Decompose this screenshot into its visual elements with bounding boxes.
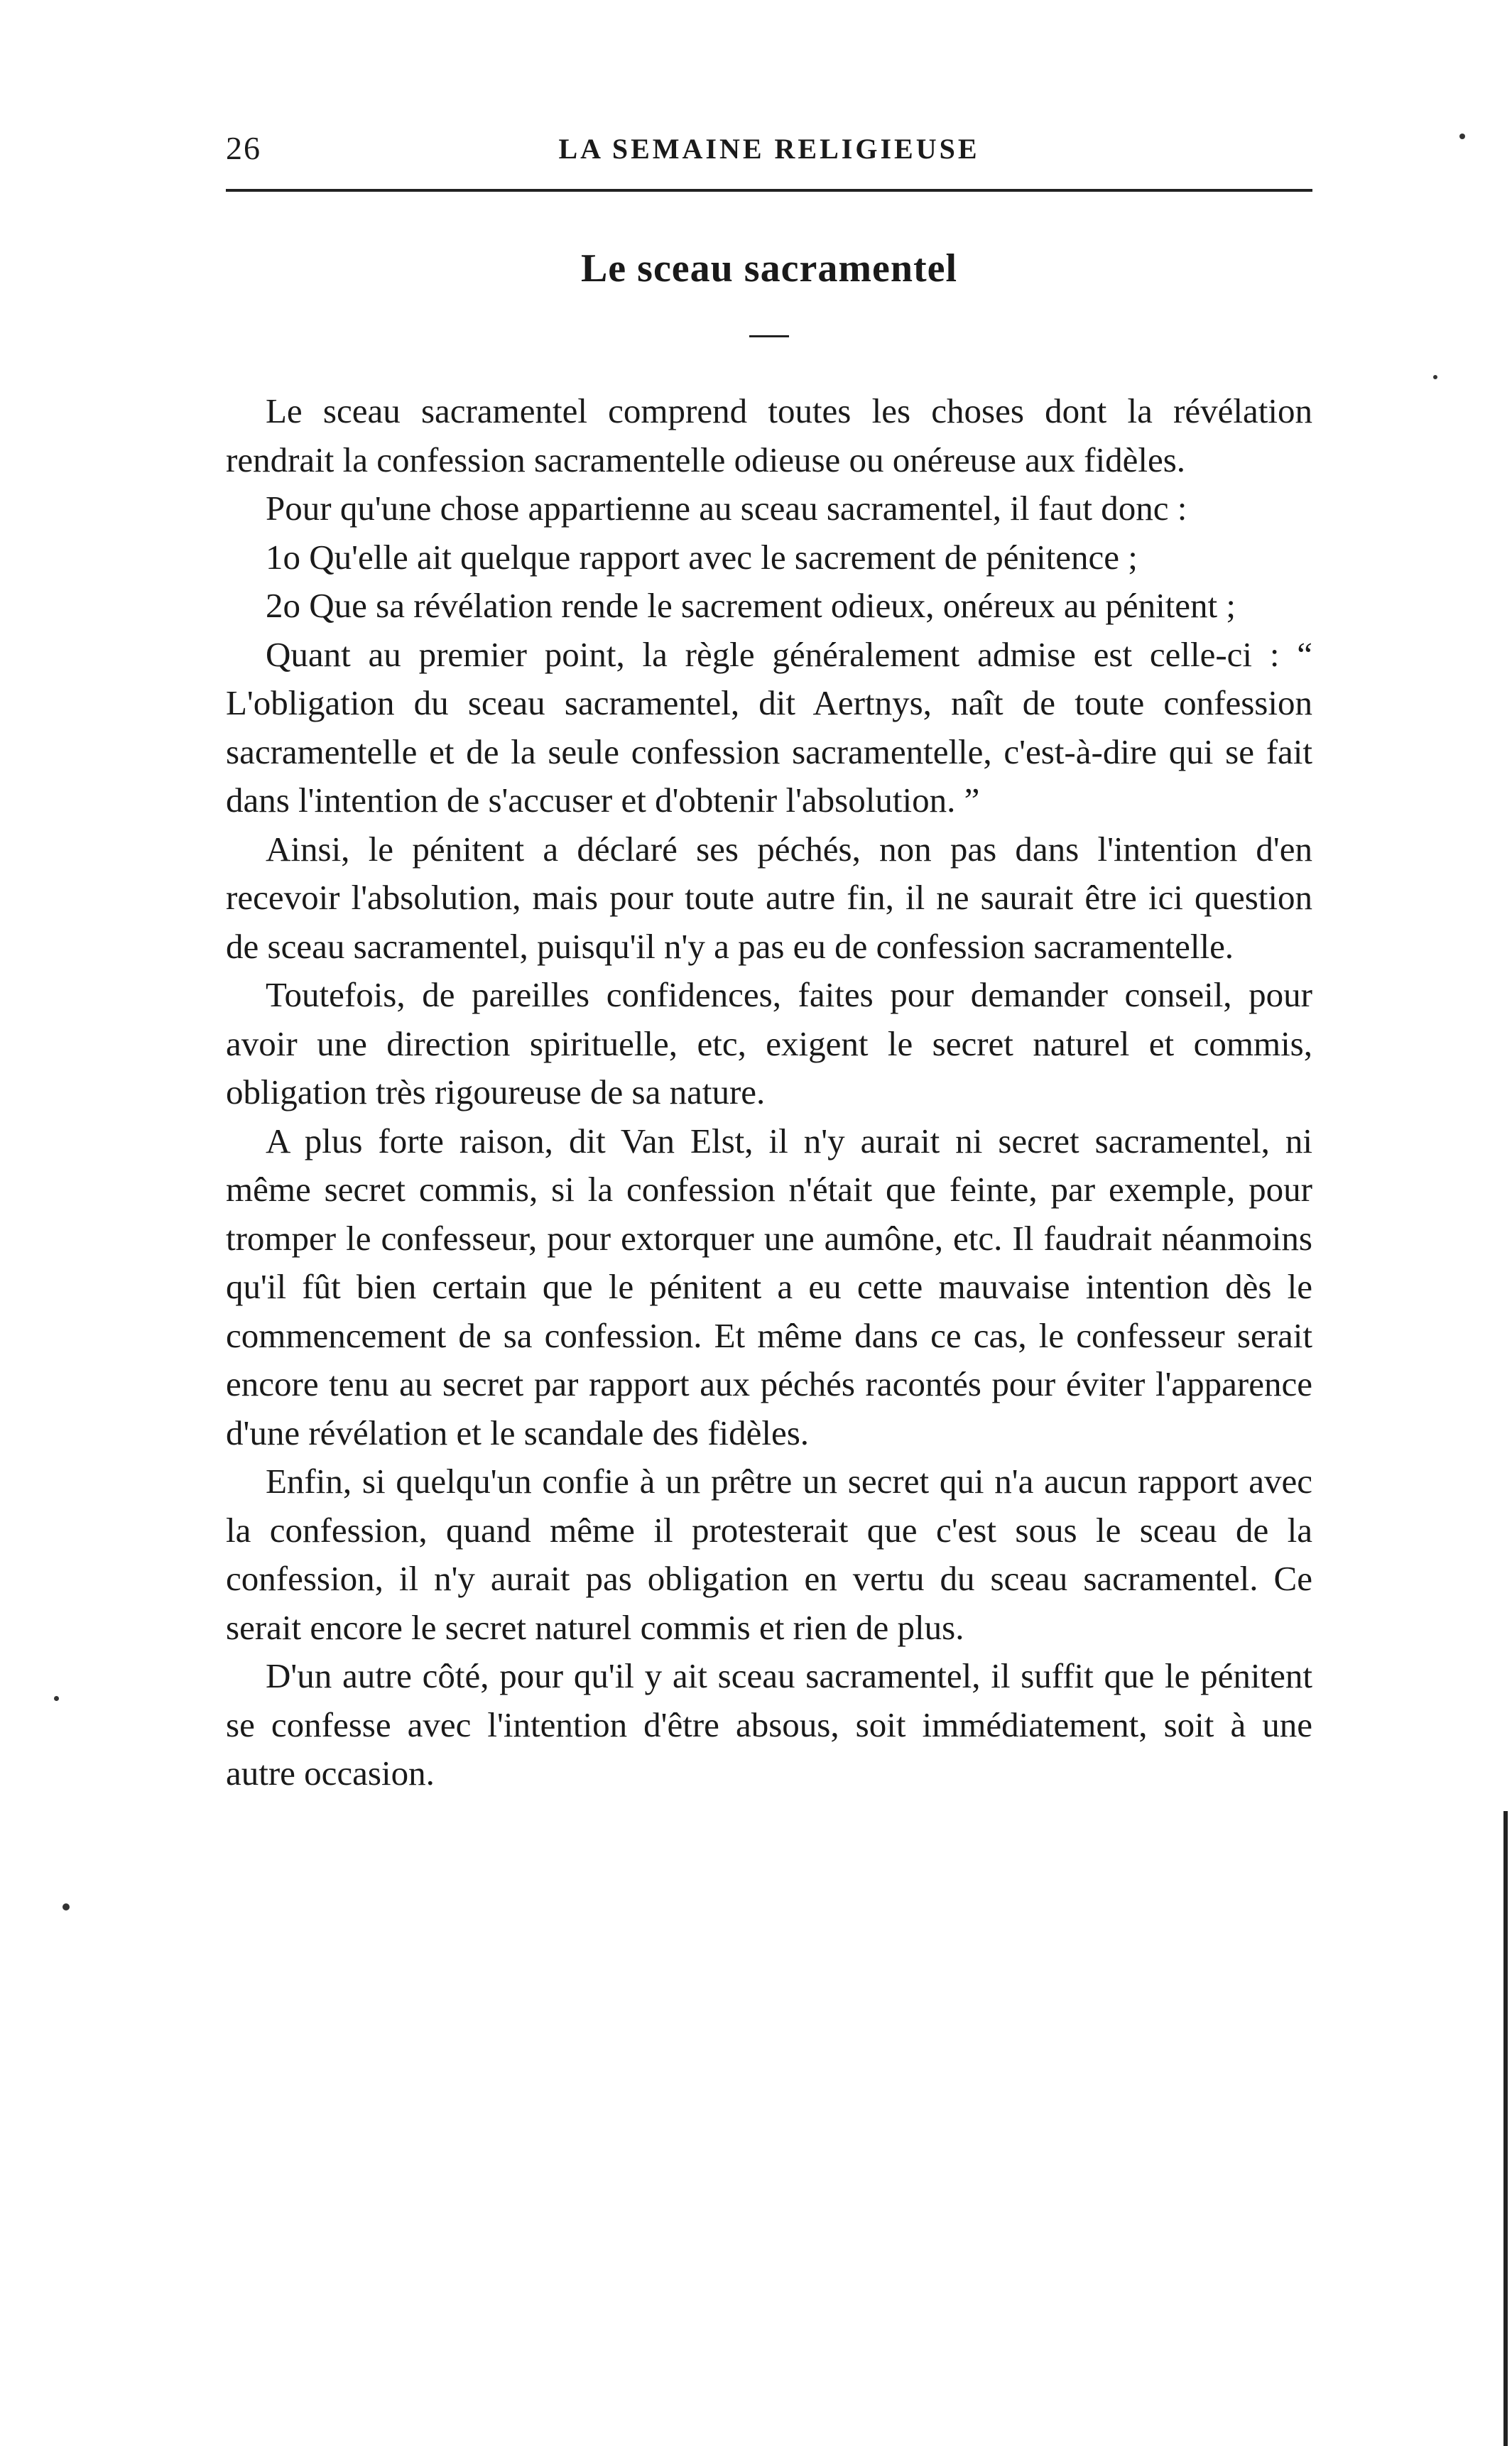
scan-edge-line xyxy=(1503,1811,1508,2446)
scan-speck xyxy=(1459,134,1465,139)
paragraph: Ainsi, le pénitent a déclaré ses péchés, non pas dans l'intention d'en recevoir l'absolution, mais pour toute autre fin, il ne saurait être ici question de sceau sacramentel, puisqu'il n'y a pas eu de confession sacramentelle. xyxy=(226,829,1312,966)
paragraph: Le sceau sacramentel comprend toutes les choses dont la révélation rendrait la confession sacramentelle odieuse ou onéreuse aux fidèles. xyxy=(226,391,1312,479)
paragraph: D'un autre côté, pour qu'il y ait sceau sacramentel, il suffit que le pénitent se confesse avec l'intention d'être absous, soit immédiatement, soit à une autre occasion. xyxy=(226,1656,1312,1793)
paragraph: A plus forte raison, dit Van Elst, il n'y aurait ni secret sacramentel, ni même secret commis, si la confession n'était que feinte, par exemple, pour tromper le confesseur, pour extorquer une aumône, etc. Il faudrait néanmoins qu'il fût bien certain que le pénitent a eu cette mauvaise intention dès le commencement de sa confession. Et même dans ce cas, le confesseur serait encore tenu au secret par rapport aux péchés racontés pour éviter l'apparence d'une révélation et le scandale des fidèles. xyxy=(226,1121,1312,1452)
scan-speck xyxy=(54,1696,59,1701)
scan-speck xyxy=(62,1903,70,1910)
title-separator xyxy=(749,335,789,337)
running-head xyxy=(226,129,1312,172)
paragraph: Quant au premier point, la règle généralement admise est celle-ci : “ L'obligation du sceau sacramentel, dit Aertnys, naît de toute confession sacramentelle et de la seule confession sacramentelle, c'est-à-dire qui se fait dans l'intention de s'accuser et d'obtenir l'absolution. ” xyxy=(226,634,1312,820)
paragraph: Enfin, si quelqu'un confie à un prêtre un secret qui n'a aucun rapport avec la confession, quand même il protesterait que c'est sous le sceau de la confession, il n'y aurait pas obligation en vertu du sceau sacramentel. Ce serait encore le secret naturel commis et rien de plus. xyxy=(226,1462,1312,1647)
paragraph: 2o Que sa révélation rende le sacrement odieux, onéreux au pénitent ; xyxy=(266,586,1236,625)
running-title: LA SEMAINE RELIGIEUSE xyxy=(558,133,980,165)
header-rule xyxy=(226,189,1312,192)
article-title: Le sceau sacramentel xyxy=(580,246,958,290)
scan-speck xyxy=(1433,375,1437,379)
paragraph: 1o Qu'elle ait quelque rapport avec le sacrement de pénitence ; xyxy=(266,537,1138,577)
page-number: 26 xyxy=(226,130,261,166)
article-body xyxy=(226,387,1312,1798)
paragraph: Toutefois, de pareilles confidences, faites pour demander conseil, pour avoir une direction spirituelle, etc, exigent le secret naturel et commis, obligation très rigoureuse de sa nature. xyxy=(226,975,1312,1111)
paragraph: Pour qu'une chose appartienne au sceau sacramentel, il faut donc : xyxy=(266,489,1187,528)
